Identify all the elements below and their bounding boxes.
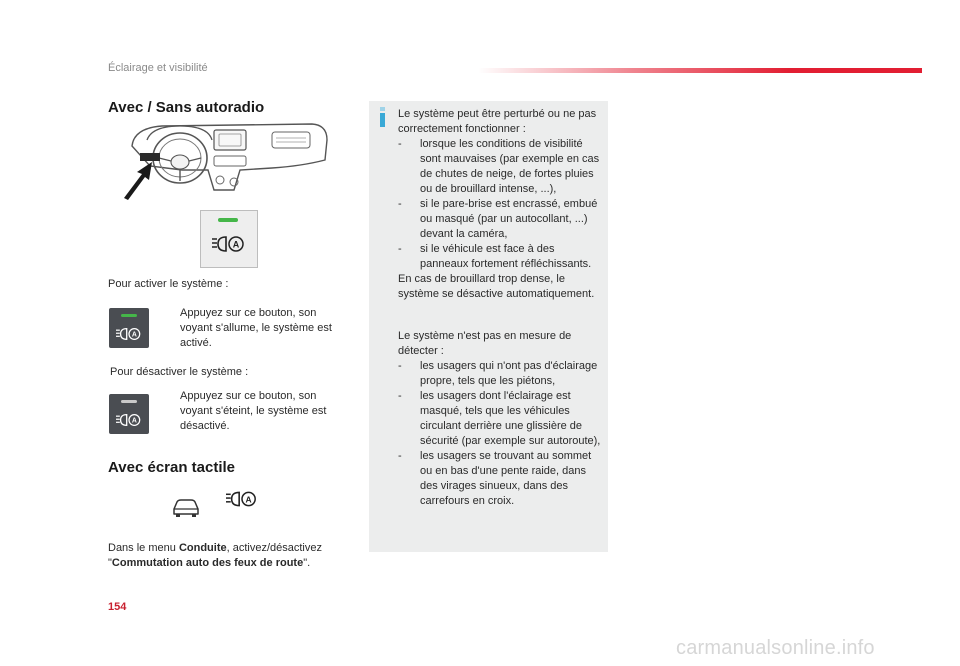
deactivate-step: Appuyez sur ce bouton, son voyant s'éteint, le système est désactivé. <box>180 390 327 432</box>
touchscreen-instructions: Dans le menu Conduite, activez/désactivez "Commutation auto des feux de route". <box>108 542 322 569</box>
menu-name: Conduite <box>178 542 227 554</box>
info-block-intro: Le système peut être perturbé ou ne pas correctement fonctionner : <box>398 108 597 135</box>
auto-high-beam-icon <box>116 412 142 428</box>
svg-text:A: A <box>131 417 137 425</box>
activate-intro: Pour activer le système : <box>108 278 229 290</box>
auto-beam-button-off[interactable] <box>109 394 149 434</box>
autoradio-heading: Avec / Sans autoradio <box>108 99 265 116</box>
list-item: - si le véhicule est face à des panneaux fortement réfléchissants. <box>398 243 592 270</box>
led-off-indicator <box>121 400 137 403</box>
list-item: - si le pare-brise est encrassé, embué ou masqué (par un autocollant, ...) devant la caméra, <box>398 198 598 240</box>
led-on-indicator <box>121 314 137 317</box>
dashboard-illustration <box>122 118 332 202</box>
info-block-limitations <box>398 107 603 302</box>
led-on-indicator <box>218 218 238 222</box>
touchscreen-heading: Avec écran tactile <box>108 459 236 476</box>
deactivate-intro: Pour désactiver le système : <box>110 366 249 378</box>
info-block-outro: En cas de brouillard trop dense, le système se désactive automatiquement. <box>398 273 595 300</box>
auto-beam-switch-detail <box>200 210 258 268</box>
car-driving-icon <box>171 496 201 518</box>
auto-beam-button-on[interactable] <box>109 308 149 348</box>
svg-text:A: A <box>131 331 137 339</box>
auto-high-beam-icon <box>212 234 246 254</box>
feature-name: Commutation auto des feux de route <box>111 557 304 569</box>
activate-step: Appuyez sur ce bouton, son voyant s'allume, le système est activé. <box>180 307 332 349</box>
list-item: - lorsque les conditions de visibilité sont mauvaises (par exemple en cas de chutes de neige, de fortes pluies ou de brouillard intense, ...), <box>398 138 600 195</box>
header-accent-bar <box>478 68 922 73</box>
svg-text:A: A <box>245 494 252 505</box>
list-item: - les usagers se trouvant au sommet ou en bas d'une pente raide, dans des virages sinueux, dans des carrefours en croix. <box>398 450 592 507</box>
page-number: 154 <box>108 601 127 613</box>
info-block-detection <box>398 329 603 509</box>
section-title: Éclairage et visibilité <box>108 62 208 74</box>
info-icon <box>380 107 385 127</box>
watermark: carmanualsonline.info <box>676 637 875 659</box>
svg-text:A: A <box>232 239 240 250</box>
list-item: - les usagers dont l'éclairage est masqué, tels que les véhicules circulant derrière une glissière de sécurité (par exemple sur autoroute), <box>398 390 601 447</box>
info-block-intro: Le système n'est pas en mesure de détecter : <box>398 330 572 357</box>
list-item: - les usagers qui n'ont pas d'éclairage propre, tels que les piétons, <box>398 360 598 387</box>
auto-high-beam-icon <box>116 326 142 342</box>
auto-high-beam-icon <box>226 489 258 509</box>
